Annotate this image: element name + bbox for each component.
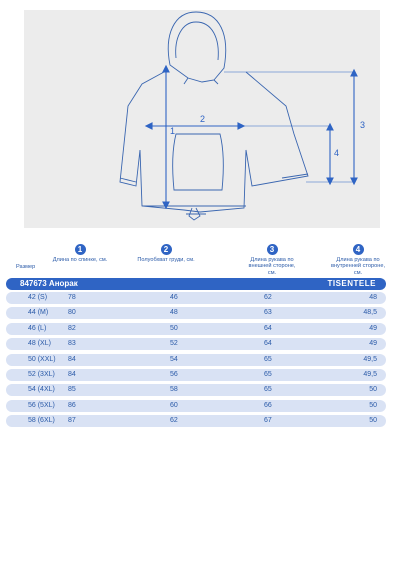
- half-chest-cell: 62: [170, 417, 178, 425]
- header-col-4: [328, 244, 388, 276]
- table-row: [6, 384, 386, 396]
- inner-sleeve-cell: 48: [369, 294, 377, 301]
- size-cell: 50 (XXL): [28, 355, 56, 363]
- outer-sleeve-cell: 64: [264, 340, 272, 348]
- outer-sleeve-cell: 63: [264, 309, 272, 317]
- header-col-3: [244, 244, 300, 276]
- half-chest-cell: 48: [170, 309, 178, 317]
- size-cell: 54 (4XL): [28, 386, 55, 394]
- header-col-2: [136, 244, 196, 263]
- half-chest-cell: 60: [170, 401, 178, 409]
- size-cell: 44 (M): [28, 309, 49, 317]
- back-length-cell: 84: [68, 355, 76, 363]
- half-chest-cell: 50: [170, 324, 178, 332]
- table-row: [6, 415, 386, 427]
- table-header: [0, 244, 400, 276]
- outer-sleeve-cell: 65: [264, 370, 272, 378]
- inner-sleeve-cell: 49: [369, 324, 377, 332]
- back-length-cell: 82: [68, 324, 76, 332]
- size-cell: 58 (6XL): [28, 417, 55, 425]
- marker-1: 1: [170, 126, 176, 136]
- back-length-cell: 78: [68, 294, 76, 301]
- marker-3: 3: [360, 120, 366, 130]
- inner-sleeve-cell: 50: [369, 386, 377, 394]
- table-row: [6, 338, 386, 350]
- table-row: [6, 292, 386, 304]
- half-chest-cell: 52: [170, 340, 178, 348]
- product-title-bar: [6, 278, 386, 290]
- back-length-cell: 84: [68, 370, 76, 378]
- number-badge: 2: [161, 244, 172, 255]
- header-col-label: Длина рукава по внешней стороне, см.: [248, 257, 296, 276]
- size-cell: 48 (XL): [28, 340, 51, 348]
- header-col-label: Длина по спинке, см.: [52, 257, 108, 263]
- size-cell: 56 (5XL): [28, 401, 55, 409]
- inner-sleeve-cell: 49,5: [363, 355, 377, 363]
- back-length-cell: 80: [68, 309, 76, 317]
- outer-sleeve-cell: 64: [264, 324, 272, 332]
- outer-sleeve-cell: 65: [264, 386, 272, 394]
- inner-sleeve-cell: 50: [369, 417, 377, 425]
- header-col-label: Полуобхват груди, см.: [137, 257, 195, 263]
- outer-sleeve-cell: 67: [264, 417, 272, 425]
- outer-sleeve-cell: 66: [264, 401, 272, 409]
- table-row: [6, 369, 386, 381]
- inner-sleeve-cell: 49: [369, 340, 377, 348]
- half-chest-cell: 56: [170, 370, 178, 378]
- table-row: [6, 354, 386, 366]
- garment-drawing: [24, 10, 380, 228]
- size-cell: 52 (3XL): [28, 370, 55, 378]
- brand-name: TISENTELE: [327, 279, 376, 288]
- table-row: [6, 307, 386, 319]
- back-length-cell: 87: [68, 417, 76, 425]
- size-column-header: Размер: [16, 264, 36, 270]
- half-chest-cell: 54: [170, 355, 178, 363]
- inner-sleeve-cell: 49,5: [363, 370, 377, 378]
- size-cell: 46 (L): [28, 324, 47, 332]
- header-col-label: Длина рукава по внутренней стороне, см.: [331, 257, 385, 276]
- inner-sleeve-cell: 48,5: [363, 309, 377, 317]
- table-row: [6, 400, 386, 412]
- half-chest-cell: 46: [170, 294, 178, 301]
- inner-sleeve-cell: 50: [369, 401, 377, 409]
- back-length-cell: 86: [68, 401, 76, 409]
- marker-4: 4: [334, 148, 340, 158]
- half-chest-cell: 58: [170, 386, 178, 394]
- number-badge: 4: [353, 244, 364, 255]
- outer-sleeve-cell: 65: [264, 355, 272, 363]
- size-table: [6, 292, 386, 431]
- outer-sleeve-cell: 62: [264, 294, 272, 301]
- anorak-sketch: [24, 10, 380, 228]
- number-badge: 3: [267, 244, 278, 255]
- back-length-cell: 83: [68, 340, 76, 348]
- marker-2: 2: [200, 114, 206, 124]
- number-badge: 1: [75, 244, 86, 255]
- table-row: [6, 323, 386, 335]
- back-length-cell: 85: [68, 386, 76, 394]
- product-name: 847673 Анорак: [20, 279, 78, 288]
- header-col-1: [50, 244, 110, 263]
- size-cell: 42 (S): [28, 294, 48, 301]
